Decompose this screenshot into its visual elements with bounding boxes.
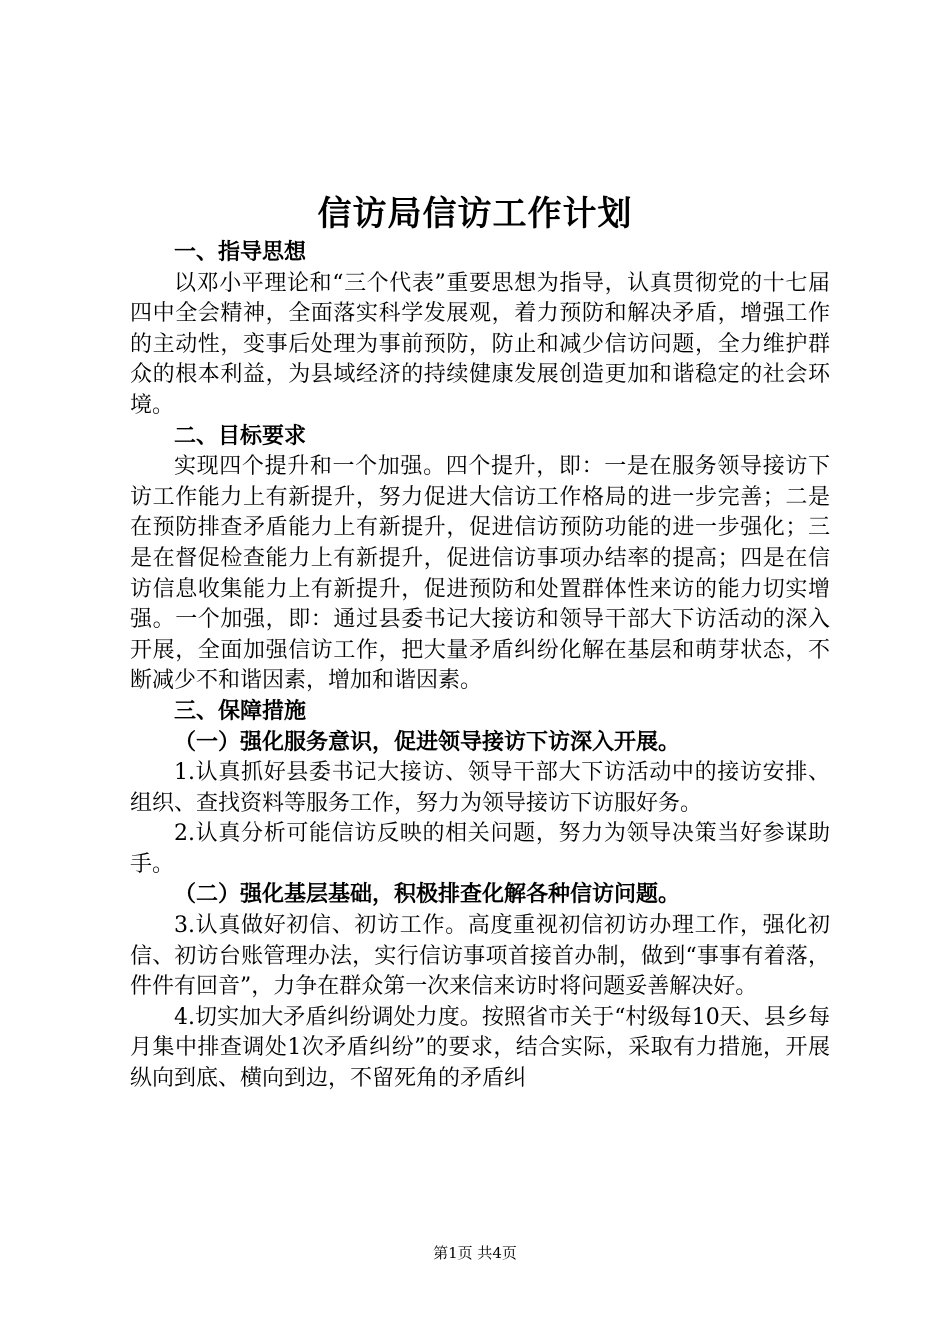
document-body [130,238,830,1095]
list-item: 4.切实加大矛盾纠纷调处力度。按照省市关于“村级每10天、县乡每月集中排查调处1次矛盾纠纷”的要求，结合实际，采取有力措施，开展纵向到底、横向到边，不留死角的矛盾纠 [130,1004,830,1092]
subsection-heading: （一）强化服务意识，促进领导接访下访深入开展。 [174,729,681,755]
list-item: 1.认真抓好县委书记大接访、领导干部大下访活动中的接访安排、组织、查找资料等服务工作，努力为领导接访下访服好务。 [130,760,830,816]
subsection-heading: （二）强化基层基础，积极排查化解各种信访问题。 [174,882,681,908]
paragraph: 实现四个提升和一个加强。四个提升，即：一是在服务领导接访下访工作能力上有新提升，努力促进大信访工作格局的进一步完善；二是在预防排查矛盾能力上有新提升，促进信访预防功能的进一步强化；三是在督促检查能力上有新提升，促进信访事项办结率的提高；四是在信访信息收集能力上有新提升，促进预防和处置群体性来访的能力切实增强。一个加强，即：通过县委书记大接访和领导干部大下访活动的深入开展，全面加强信访工作，把大量矛盾纠纷化解在基层和萌芽状态，不断减少不和谐因素，增加和谐因素。 [130,454,830,694]
paragraph: 以邓小平理论和“三个代表”重要思想为指导，认真贯彻党的十七届四中全会精神，全面落实科学发展观，着力预防和解决矛盾，增强工作的主动性，变事后处理为事前预防，防止和减少信访问题，全力维护群众的根本利益，为县域经济的持续健康发展创造更加和谐稳定的社会环境。 [130,270,830,418]
page-title: 信访局信访工作计划 [317,194,633,234]
list-item: 3.认真做好初信、初访工作。高度重视初信初访办理工作，强化初信、初访台账管理办法，实行信访事项首接首办制，做到“事事有着落，件件有回音”，力争在群众第一次来信来访时将问题妥善解决好。 [130,913,830,1000]
list-item: 2.认真分析可能信访反映的相关问题，努力为领导决策当好参谋助手。 [130,821,830,877]
section-heading: 一、指导思想 [174,240,307,265]
page-footer: 第1页 共4页 [433,1244,517,1262]
section-heading: 三、保障措施 [174,698,307,724]
section-heading: 二、目标要求 [174,423,307,449]
